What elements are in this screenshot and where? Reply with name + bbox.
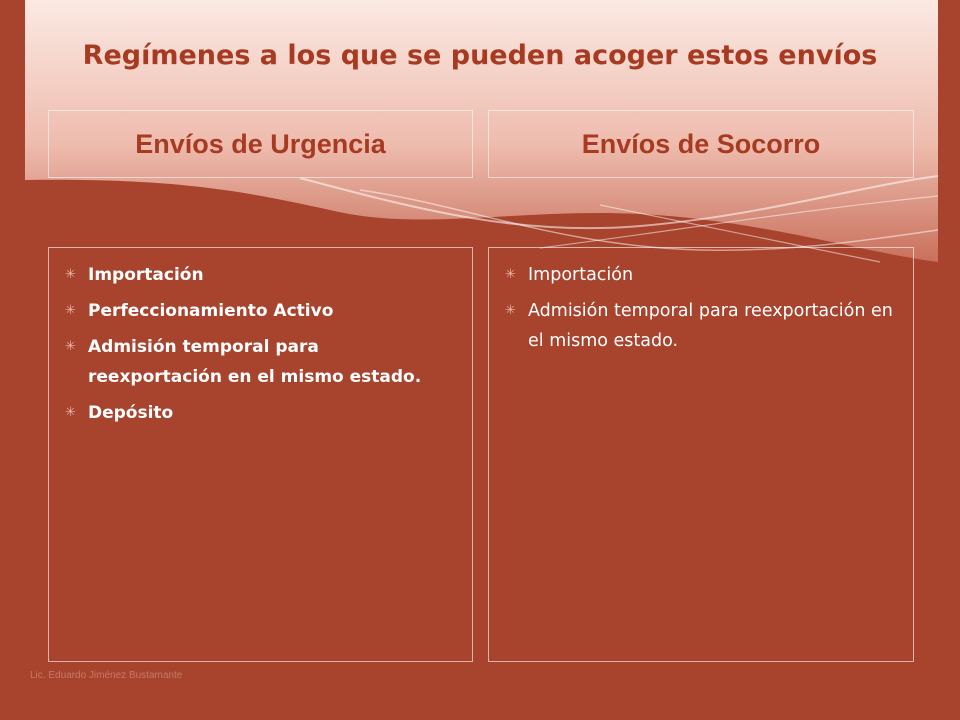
asterisk-bullet-icon: ✳	[65, 405, 76, 420]
asterisk-bullet-icon: ✳	[505, 267, 516, 282]
slide-title: Regímenes a los que se pueden acoger estos envíos	[82, 40, 878, 71]
bullet-list	[501, 260, 897, 356]
list-item	[501, 296, 897, 356]
list-item-text: Admisión temporal para reexportación en el mismo estado.	[528, 301, 893, 351]
list-item	[61, 260, 456, 290]
bullet-list	[61, 260, 456, 428]
list-item-text: Admisión temporal para reexportación en el mismo estado.	[88, 337, 422, 387]
list-box-socorro	[488, 247, 914, 662]
asterisk-bullet-icon: ✳	[505, 303, 516, 318]
asterisk-bullet-icon: ✳	[65, 267, 76, 282]
list-item	[501, 260, 897, 290]
column-heading-socorro: Envíos de Socorro	[488, 110, 914, 178]
list-item-text: Perfeccionamiento Activo	[88, 301, 334, 321]
list-box-urgencia	[48, 247, 473, 662]
list-item-text: Depósito	[88, 403, 174, 423]
list-item-text: Importación	[528, 265, 634, 285]
column-heading-urgencia: Envíos de Urgencia	[48, 110, 473, 178]
footer-author: Lic. Eduardo Jiménez Bustamante	[30, 670, 183, 681]
list-item	[61, 296, 456, 326]
asterisk-bullet-icon: ✳	[65, 303, 76, 318]
list-item-text: Importación	[88, 265, 204, 285]
asterisk-bullet-icon: ✳	[65, 339, 76, 354]
list-item	[61, 332, 456, 392]
list-item	[61, 398, 456, 428]
